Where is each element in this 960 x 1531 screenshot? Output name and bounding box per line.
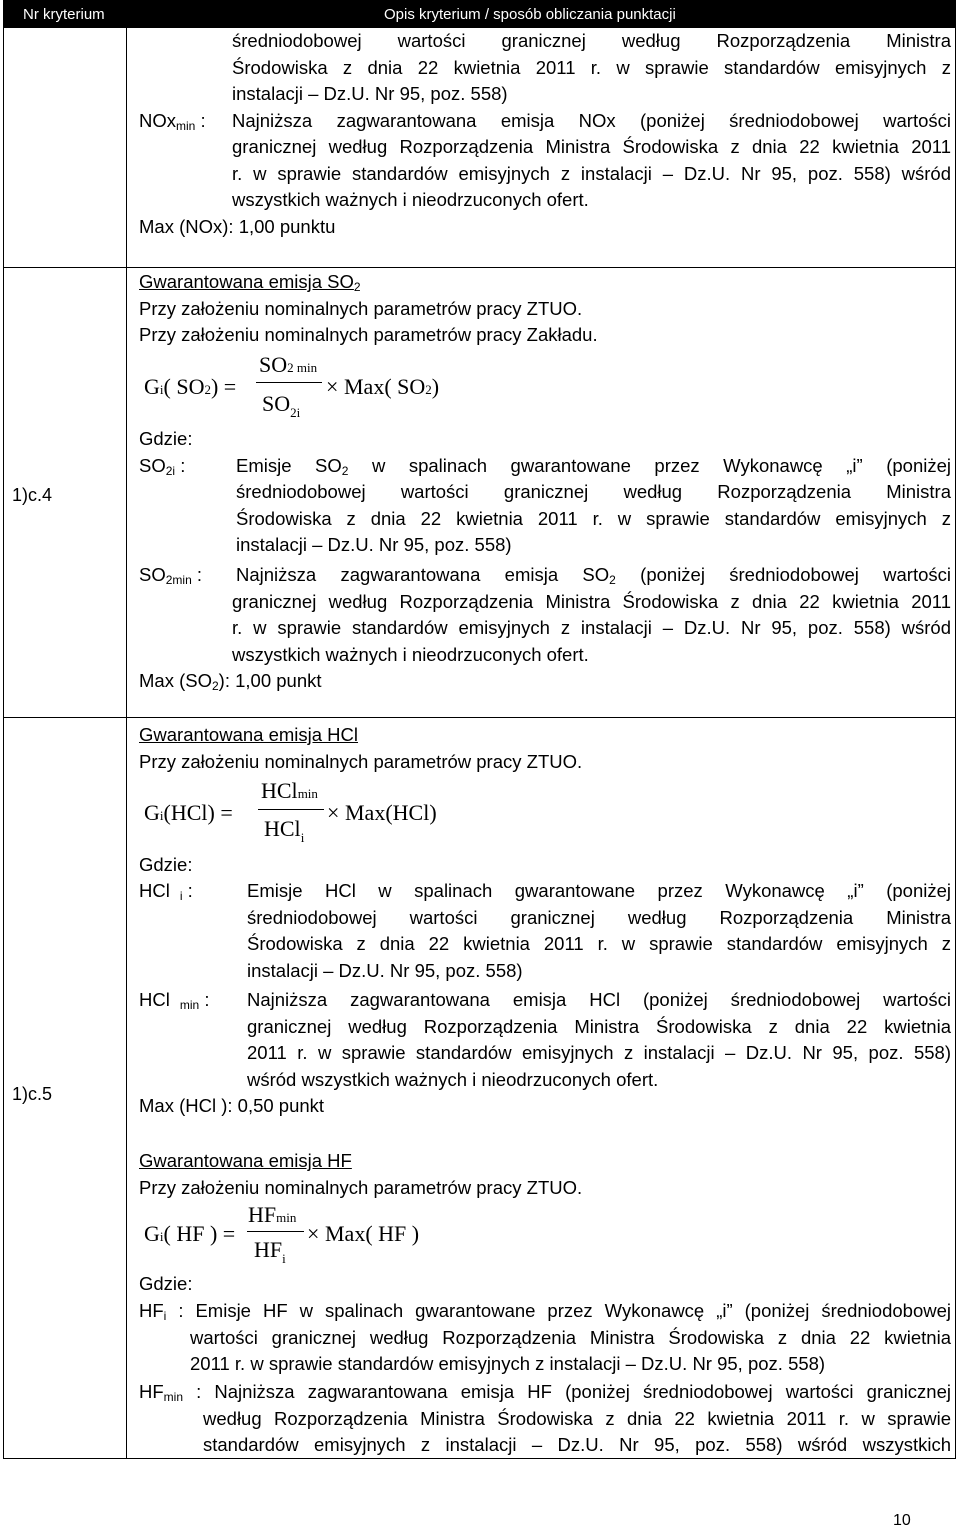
nox-cont-line: Środowiska z dnia 22 kwietnia 2011 r. w sprawie standardów emisyjnych z — [232, 56, 951, 78]
hcl-min-label: HCl $_{min}$ : — [139, 989, 210, 1012]
so2-assumption: Przy założeniu nominalnych parametrów pracy Zakładu. — [139, 324, 598, 345]
so2-min-label: $SO_{2min}$ : — [139, 564, 203, 587]
hcl-max-points: Max (HCl ): 0,50 punkt — [139, 1095, 325, 1116]
hf-assumption: Przy założeniu nominalnych parametrów pracy ZTUO. — [139, 1176, 583, 1198]
hcl-assumption: Przy założeniu nominalnych parametrów pracy ZTUO. — [139, 751, 583, 772]
so2-max-points: Max $(SO_2)$: 1,00 punkt — [139, 670, 322, 693]
hcl-min-line: granicznej według Rozporządzenia Ministra Środowiska z dnia 22 kwietnia — [247, 1015, 951, 1037]
so2-assumption: Przy założeniu nominalnych parametrów pracy ZTUO. — [139, 297, 583, 319]
hcl-i-line: średniodobowej wartości granicznej według Rozporządzenia Ministra — [247, 906, 951, 928]
hcl-i-label: HCl $_i$ : — [139, 880, 193, 903]
hcl-min-line: wśród wszystkich ważnych i nieodrzuconych ofert. — [247, 1068, 659, 1090]
nox-cont-line: średniodobowej wartości granicznej według Rozporządzenia Ministra — [232, 30, 951, 51]
so2-min-line: granicznej według Rozporządzenia Ministra Środowiska z dnia 22 kwietnia 2011 — [232, 590, 951, 612]
hf-i-line: $HF_i$ : Emisje HF w spalinach gwarantowane przez Wykonawcę „i” (poniżej średniodobowej — [139, 1300, 951, 1323]
so2-i-label: $SO_{2i}$ : — [139, 454, 186, 478]
nox-min-line: granicznej według Rozporządzenia Ministra Środowiska z dnia 22 kwietnia 2011 — [232, 136, 951, 157]
table-header — [4, 1, 955, 28]
so2-i-line: instalacji – Dz.U. Nr 95, poz. 558) — [236, 534, 512, 555]
nox-min-line: wszystkich ważnych i nieodrzuconych ofert. — [232, 189, 589, 210]
hf-where-label: Gdzie: — [139, 1273, 193, 1294]
hf-i-line: wartości granicznej według Rozporządzenia Ministra Środowiska z dnia 22 kwietnia — [190, 1326, 951, 1348]
row-divider — [4, 267, 955, 268]
so2-i-line: średniodobowej wartości granicznej według Rozporządzenia Ministra — [236, 481, 951, 502]
nox-min-line: r. w sprawie standardów emisyjnych z instalacji – Dz.U. Nr 95, poz. 558) wśród — [232, 162, 951, 184]
nox-max-points: Max (NOx): 1,00 punktu — [139, 215, 336, 237]
hcl-title: Gwarantowana emisja HCl — [139, 724, 359, 745]
hf-i-line: 2011 r. w sprawie standardów emisyjnych z instalacji – Dz.U. Nr 95, poz. 558) — [190, 1353, 826, 1374]
hcl-where-label: Gdzie: — [139, 854, 193, 875]
so2-min-line: wszystkich ważnych i nieodrzuconych ofert. — [232, 643, 589, 665]
hf-min-line: $HF_{min}$ : Najniższa zagwarantowana emisja HF (poniżej średniodobowej wartości granicznej — [139, 1381, 951, 1404]
hf-title: Gwarantowana emisja HF — [139, 1150, 352, 1171]
header-col-number: Nr kryterium — [23, 6, 105, 23]
hf-min-line: standardów emisyjnych z instalacji – Dz.U. Nr 95, poz. 558) wśród wszystkich — [203, 1434, 951, 1455]
nox-min-label: NOx$_{min}$ : — [139, 109, 206, 133]
page-number: 10 — [893, 1512, 911, 1529]
criterion-number: 1)c.4 — [12, 485, 53, 505]
so2-i-line: Środowiska z dnia 22 kwietnia 2011 r. w sprawie standardów emisyjnych z — [236, 507, 951, 529]
hcl-min-line: Najniższa zagwarantowana emisja HCl (poniżej średniodobowej wartości — [247, 989, 951, 1010]
hf-min-line: według Rozporządzenia Ministra Środowiska z dnia 22 kwietnia 2011 r. w sprawie — [203, 1407, 951, 1429]
criterion-number: 1)c.5 — [12, 1084, 53, 1104]
so2-where-label: Gdzie: — [139, 428, 193, 449]
hcl-i-line: Środowiska z dnia 22 kwietnia 2011 r. w sprawie standardów emisyjnych z — [247, 933, 951, 954]
criteria-table: Nr kryterium Opis kryterium / sposób obliczania punktacji średniodobowej wartości granicznej według Rozporządzenia Ministra Środowiska z dnia 22 kwietnia 2011 r. w sprawie standardów emisyjnych z instalacji – Dz.U. Nr 95, poz. 558) NOx$_{min}$ : Najniższa zagwarantowana emisja NOx (poniżej średniodobowej wartości granicznej według Rozporządzenia Ministra Środowiska z dnia 22 kwietnia 2011 r. w sprawie standardów emisyjnych z instalacji – Dz.U. Nr 95, poz. 558) wśród wszystkich ważnych i nieodrzuconych ofert. Max (NOx): 1,00 punktu 1)c.4 Gwarantowana emisja $SO_2$ Przy założeniu nominalnych parametrów pracy ZTUO. Przy założeniu nominalnych parametrów pracy Zakładu. Gi( SO2) = SO2 min $SO_{2i}$ × Max( SO2) Gdzie: $SO_{2i}$ : Emisje $SO_2$ w spalinach gwarantowane przez Wykonawcę „i” (poniżej średniodobowej wartości granicznej według Rozporządzenia Ministra Środowiska z dnia 22 kwietnia 2011 r. w sprawie standardów emisyjnych z instalacji – Dz.U. Nr 95, poz. 558) $SO_{2min}$ : Najniższa zagwarantowana emisja $SO_2$ (poniżej średniodobowej wartości granicznej według Rozporządzenia Ministra Środowiska z dnia 22 kwietnia 2011 r. w sprawie standardów emisyjnych z instalacji – Dz.U. Nr 95, poz. 558) wśród wszystkich ważnych i nieodrzuconych ofert. Max $(SO_2)$: 1,00 punkt 1)c.5 Gwarantowana emisja HCl Przy założeniu nominalnych parametrów pracy ZTUO. Gi(HCl) = HClmin HCl$_i$ × Max(HCl) Gdzie: HCl $_i$ : Emisje HCl w spalinach gwarantowane przez Wykonawcę „i” (poniżej średniodobowej wartości granicznej według Rozporządzenia Ministra Środowiska z dnia 22 kwietnia 2011 r. w sprawie standardów emisyjnych z instalacji – Dz.U. Nr 95, poz. 558) HCl $_{min}$ : Najniższa zagwarantowana emisja HCl (poniżej średniodobowej wartości granicznej według Rozporządzenia Ministra Środowiska z dnia 22 kwietnia 2011 r. w sprawie standardów emisyjnych z instalacji – Dz.U. Nr 95, poz. 558) wśród wszystkich ważnych i nieodrzuconych ofert. Max (HCl ): 0,50 punkt Gwarantowana emisja HF Przy założeniu nominalnych parametrów pracy ZTUO. Gi( HF ) = HFmin $HF_i$ × Max( HF ) Gdzie: $HF_i$ : Emisje HF w spalinach gwarantowane przez Wykonawcę „i” (poniżej średniodobowej wartości granicznej według Rozporządzenia Ministra Środowiska z dnia 22 kwietnia 2011 r. w sprawie standardów emisyjnych z instalacji – Dz.U. Nr 95, poz. 558) $HF_{min}$ : Najniższa zagwarantowana emisja HF (poniżej średniodobowej wartości granicznej według Rozporządzenia Ministra Środowiska z dnia 22 kwietnia 2011 r. w sprawie standardów emisyjnych z instalacji – Dz.U. Nr 95, poz. 558) wśród wszystkich — [3, 0, 956, 1459]
header-col-description: Opis kryterium / sposób obliczania punktacji — [384, 6, 676, 23]
so2-title: Gwarantowana emisja $SO_2$ — [139, 271, 361, 294]
nox-min-line: Najniższa zagwarantowana emisja NOx (poniżej średniodobowej wartości — [232, 109, 951, 131]
so2-min-line: r. w sprawie standardów emisyjnych z instalacji – Dz.U. Nr 95, poz. 558) wśród — [232, 617, 951, 638]
hcl-min-line: 2011 r. w sprawie standardów emisyjnych z instalacji – Dz.U. Nr 95, poz. 558) — [247, 1042, 951, 1063]
hcl-i-line: instalacji – Dz.U. Nr 95, poz. 558) — [247, 959, 523, 981]
hcl-i-line: Emisje HCl w spalinach gwarantowane przez Wykonawcę „i” (poniżej — [247, 880, 951, 901]
column-divider — [126, 1, 127, 1458]
nox-cont-line: instalacji – Dz.U. Nr 95, poz. 558) — [232, 83, 508, 104]
row-divider — [4, 717, 955, 718]
so2-min-line: Najniższa zagwarantowana emisja $SO_2$ (poniżej średniodobowej wartości — [236, 564, 951, 587]
so2-i-line: Emisje $SO_2$ w spalinach gwarantowane przez Wykonawcę „i” (poniżej — [236, 454, 951, 478]
